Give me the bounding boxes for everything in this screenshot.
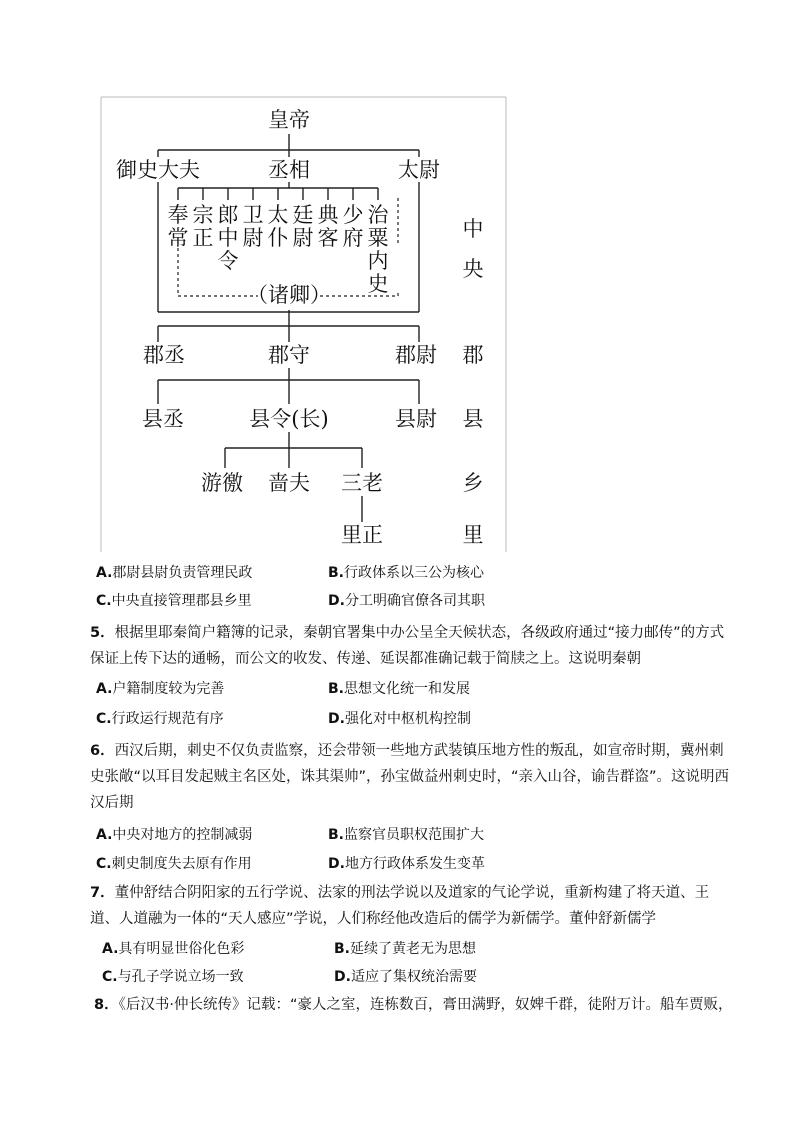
level-village: 里 <box>462 523 484 547</box>
question-8: 8．《后汉书·仲长统传》记载：“豪人之室，连栋数百，膏田满野，奴婢千群，徒附万计。船车贾贩， <box>94 997 733 1013</box>
q5-option-a[interactable]: A.户籍制度较为完善 <box>96 681 225 697</box>
chancellor-label: 丞相 <box>268 158 310 182</box>
minister-4-char-0: 太 <box>267 203 289 227</box>
lizheng-label: 里正 <box>341 523 383 547</box>
question-6: 6．西汉后期，刺史不仅负责监察，还会带领一些地方武装镇压地方性的叛乱，如宣帝时期，冀州刺史张敞“以耳目发起贼主名区处，诛其渠帅”，孙宝做益州刺史时，“亲入山谷，谕告群盗”。这说明西汉后期 <box>90 743 730 811</box>
q7-option-d[interactable]: D.适应了集权统治需要 <box>334 969 477 985</box>
q6-option-b[interactable]: B.监察官员职权范围扩大 <box>328 827 484 843</box>
zhuqing-label: （诸卿） <box>247 283 331 307</box>
level-commandery: 郡 <box>462 343 484 367</box>
q4-option-d[interactable]: D.分工明确官僚各司其职 <box>328 593 485 609</box>
question-5: 5．根据里耶秦简户籍簿的记录，秦朝官署集中办公呈全天候状态，各级政府通过“接力邮传”的方式保证上传下达的通畅，而公文的收发、传递、延误都准确记载于简牍之上。这说明秦朝 <box>90 625 725 667</box>
q7-option-a[interactable]: A.具有明显世俗化色彩 <box>102 941 245 957</box>
q5-option-b[interactable]: B.思想文化统一和发展 <box>328 681 470 697</box>
org-chart-diagram <box>0 0 793 560</box>
q6-option-a[interactable]: A.中央对地方的控制减弱 <box>96 827 253 843</box>
q4-option-b[interactable]: B.行政体系以三公为核心 <box>328 565 484 581</box>
minister-5-char-1: 尉 <box>292 226 314 250</box>
q6-option-d[interactable]: D.地方行政体系发生变革 <box>328 856 485 872</box>
jun-cheng-label: 郡丞 <box>143 343 185 367</box>
q4-option-c[interactable]: C.中央直接管理郡县乡里 <box>96 593 252 609</box>
level-township: 乡 <box>462 471 484 495</box>
sanlao-label: 三老 <box>341 471 383 495</box>
xian-cheng-label: 县丞 <box>142 407 184 431</box>
minister-5-char-0: 廷 <box>292 203 314 227</box>
jun-shou-label: 郡守 <box>268 343 310 367</box>
level-central-1: 中 <box>462 217 484 241</box>
xian-wei-label: 县尉 <box>395 407 437 431</box>
youjiao-label: 游徼 <box>201 471 243 495</box>
censor-label: 御史大夫 <box>116 158 200 182</box>
xian-ling-label: 县令(长) <box>249 407 329 431</box>
minister-8-char-3: 史 <box>367 272 389 296</box>
q5-option-c[interactable]: C.行政运行规范有序 <box>96 711 224 727</box>
minister-7-char-1: 府 <box>342 226 364 250</box>
commandant-label: 太尉 <box>398 158 440 182</box>
jun-wei-label: 郡尉 <box>395 343 437 367</box>
q7-option-b[interactable]: B.延续了黄老无为思想 <box>334 941 476 957</box>
level-central-2: 央 <box>462 257 484 281</box>
minister-3-char-0: 卫 <box>242 203 264 227</box>
minister-4-char-1: 仆 <box>267 226 289 250</box>
q6-option-c[interactable]: C.刺史制度失去原有作用 <box>96 856 252 872</box>
minister-3-char-1: 尉 <box>242 226 264 250</box>
level-county: 县 <box>462 407 484 431</box>
minister-7-char-0: 少 <box>342 203 364 227</box>
minister-8-char-2: 内 <box>367 249 389 273</box>
question-7: 7．董仲舒结合阴阳家的五行学说、法家的刑法学说以及道家的气论学说，重新构建了将天道、王道、人道融为一体的“天人感应”学说，人们称经他改造后的儒学为新儒学。董仲舒新儒学 <box>90 885 710 927</box>
minister-8-char-1: 粟 <box>367 226 389 250</box>
minister-0-char-1: 常 <box>167 226 189 250</box>
minister-8-char-0: 治 <box>367 203 389 227</box>
q7-option-c[interactable]: C.与孔子学说立场一致 <box>102 969 244 985</box>
emperor-label: 皇帝 <box>268 108 310 132</box>
minister-0-char-0: 奉 <box>167 203 189 227</box>
minister-6-char-0: 典 <box>317 203 339 227</box>
minister-2-char-0: 郎 <box>217 203 239 227</box>
minister-1-char-1: 正 <box>192 226 214 250</box>
sefu-label: 啬夫 <box>268 471 310 495</box>
minister-2-char-2: 令 <box>217 249 239 273</box>
minister-1-char-0: 宗 <box>192 203 214 227</box>
minister-2-char-1: 中 <box>217 226 239 250</box>
minister-6-char-1: 客 <box>317 226 339 250</box>
q4-option-a[interactable]: A.郡尉县尉负责管理民政 <box>96 565 253 581</box>
q5-option-d[interactable]: D.强化对中枢机构控制 <box>328 711 471 727</box>
